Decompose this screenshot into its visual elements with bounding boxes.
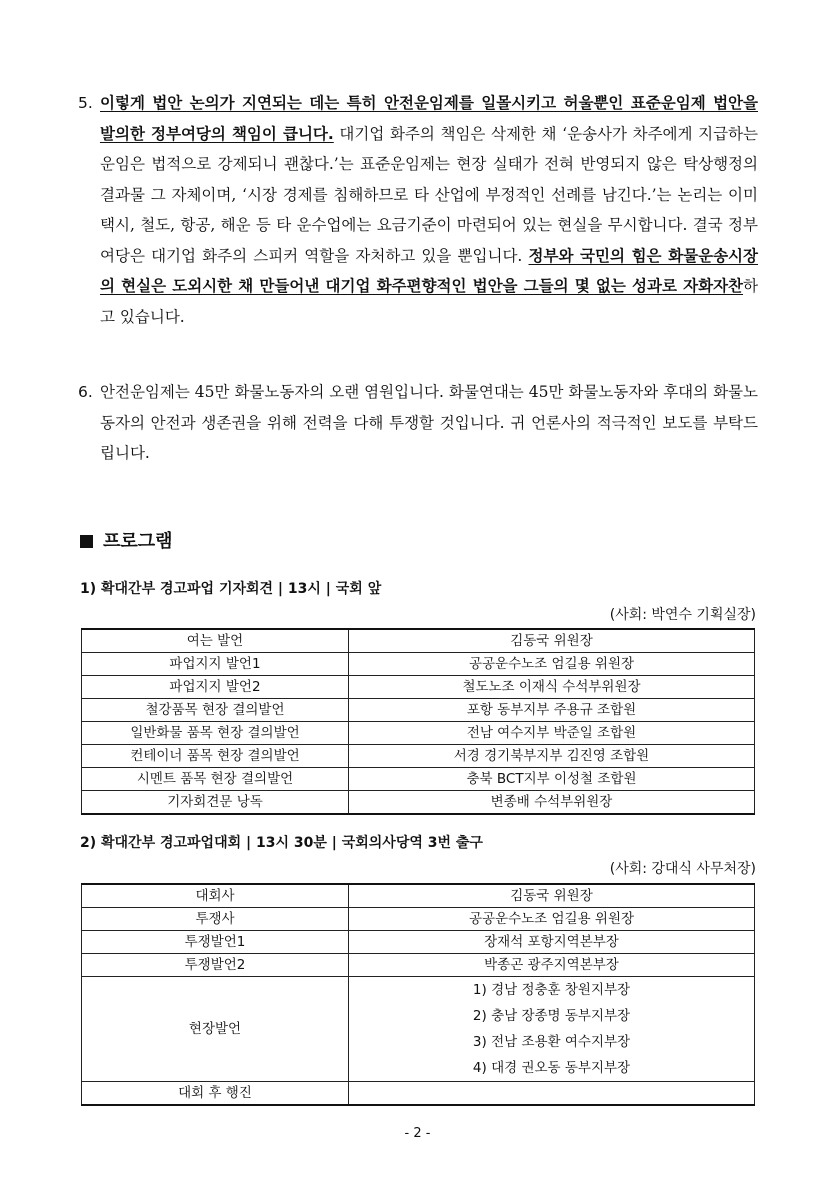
- section-title-text: 프로그램: [103, 531, 173, 552]
- table-row: [82, 676, 755, 699]
- table-cell: 컨테이너 품목 현장 결의발언: [82, 745, 349, 768]
- page-number: - 2 -: [404, 1126, 431, 1141]
- paragraph-body: 안전운임제는 45만 화물노동자의 오랜 염원입니다. 화물연대는 45만 화물노동자와 후대의 화물노동자의 안전과 생존권을 위해 전력을 다해 투쟁할 것입니다. 귀 언론사의 적극적인 보도를 부탁드립니다.: [100, 383, 758, 462]
- table-cell: 철강품목 현장 결의발언: [82, 699, 349, 722]
- body-text: 하고 있습니다.: [100, 277, 758, 326]
- table-row: [82, 722, 755, 745]
- table-cell: [349, 1082, 755, 1106]
- table-cell: 박종곤 광주지역본부장: [349, 954, 755, 977]
- table-row: [82, 768, 755, 791]
- speaker-line: 3) 전남 조용환 여수지부장: [472, 1034, 631, 1050]
- paragraph-body: [100, 88, 758, 332]
- table-cell: 일반화물 품목 현장 결의발언: [82, 722, 349, 745]
- table-cell: 공공운수노조 엄길용 위원장: [349, 908, 755, 931]
- table-cell: 여는 발언: [82, 629, 349, 653]
- event-2-moderator: (사회: 강대식 사무처장): [609, 861, 756, 877]
- table-cell: 현장발언: [82, 977, 349, 1082]
- emphasis-text: 정부와 국민의 힘은 화물운송시장의 현실은 도외시한 채 만들어낸 대기업 화주편향적인 법안을 그들의 몇 없는 성과로 자화자찬: [100, 246, 758, 295]
- table-cell: 전남 여수지부 박준일 조합원: [349, 722, 755, 745]
- table-row: [82, 699, 755, 722]
- table-cell: 파업지지 발언1: [82, 653, 349, 676]
- table-row: [82, 1082, 755, 1106]
- table-row: [82, 653, 755, 676]
- table-cell: 투쟁발언2: [82, 954, 349, 977]
- section-title: [80, 527, 173, 553]
- table-cell: 변종배 수석부위원장: [349, 791, 755, 815]
- table-cell: 파업지지 발언2: [82, 676, 349, 699]
- table-row: [82, 884, 755, 908]
- paragraph-5: [78, 88, 758, 332]
- emphasis-text: 이렇게 법안 논의가 지연되는 데는 특히 안전운임제를 일몰시키고 허울뿐인 표준운임제 법안을 발의한 정부여당의 책임이 큽니다.: [100, 94, 758, 143]
- table-cell: [349, 977, 755, 1082]
- event-1-moderator: (사회: 박연수 기획실장): [609, 607, 756, 623]
- table-cell: 장재석 포항지역본부장: [349, 931, 755, 954]
- table-cell: 기자회견문 낭독: [82, 791, 349, 815]
- table-row: [82, 977, 755, 1082]
- table-cell: 김동국 위원장: [349, 884, 755, 908]
- event-2-heading: 2) 확대간부 경고파업대회 | 13시 30분 | 국회의사당역 3번 출구: [80, 835, 483, 851]
- table-row: [82, 629, 755, 653]
- speaker-line: 4) 대경 권오동 동부지부장: [472, 1060, 631, 1076]
- table-cell: 철도노조 이재식 수석부위원장: [349, 676, 755, 699]
- table-row: [82, 954, 755, 977]
- speaker-line: 1) 경남 정충훈 창원지부장: [472, 982, 631, 998]
- paragraph-number: 5.: [78, 94, 93, 112]
- paragraph-number: 6.: [78, 383, 93, 401]
- table-cell: 시멘트 품목 현장 결의발언: [82, 768, 349, 791]
- table-row: [82, 931, 755, 954]
- event-1-table: [81, 628, 755, 815]
- table-cell: 대회 후 행진: [82, 1082, 349, 1106]
- event-2-table: [81, 883, 755, 1106]
- event-1-heading: 1) 확대간부 경고파업 기자회견 | 13시 | 국회 앞: [80, 581, 382, 597]
- table-row: [82, 908, 755, 931]
- table-cell: 포항 동부지부 주용규 조합원: [349, 699, 755, 722]
- speaker-line: 2) 충남 장종명 동부지부장: [472, 1008, 631, 1024]
- table-cell: 공공운수노조 엄길용 위원장: [349, 653, 755, 676]
- table-cell: 대회사: [82, 884, 349, 908]
- paragraph-6: [78, 377, 758, 469]
- table-cell: 충북 BCT지부 이성철 조합원: [349, 768, 755, 791]
- table-cell: 김동국 위원장: [349, 629, 755, 653]
- table-cell: 투쟁발언1: [82, 931, 349, 954]
- table-row: [82, 791, 755, 815]
- body-text: 대기업 화주의 책임은 삭제한 채 ‘운송사가 차주에게 지급하는 운임은 법적으로 강제되니 괜찮다.’는 표준운임제는 현장 실태가 전혀 반영되지 않은 탁상행정의 결과물 그 자체이며, ‘시장 경제를 침해하므로 타 산업에 부정적인 선례를 남긴다.’는 논리는 이미 택시, 철도, 항공, 해운 등 타 운수업에는 요금기준이 마련되어 있는 현실을 무시합니다. 결국 정부여당은 대기업 화주의 스피커 역할을 자처하고 있을 뿐입니다.: [100, 124, 758, 265]
- bullet-square-icon: [80, 535, 93, 548]
- table-row: [82, 745, 755, 768]
- table-cell: 서경 경기북부지부 김진영 조합원: [349, 745, 755, 768]
- table-cell: 투쟁사: [82, 908, 349, 931]
